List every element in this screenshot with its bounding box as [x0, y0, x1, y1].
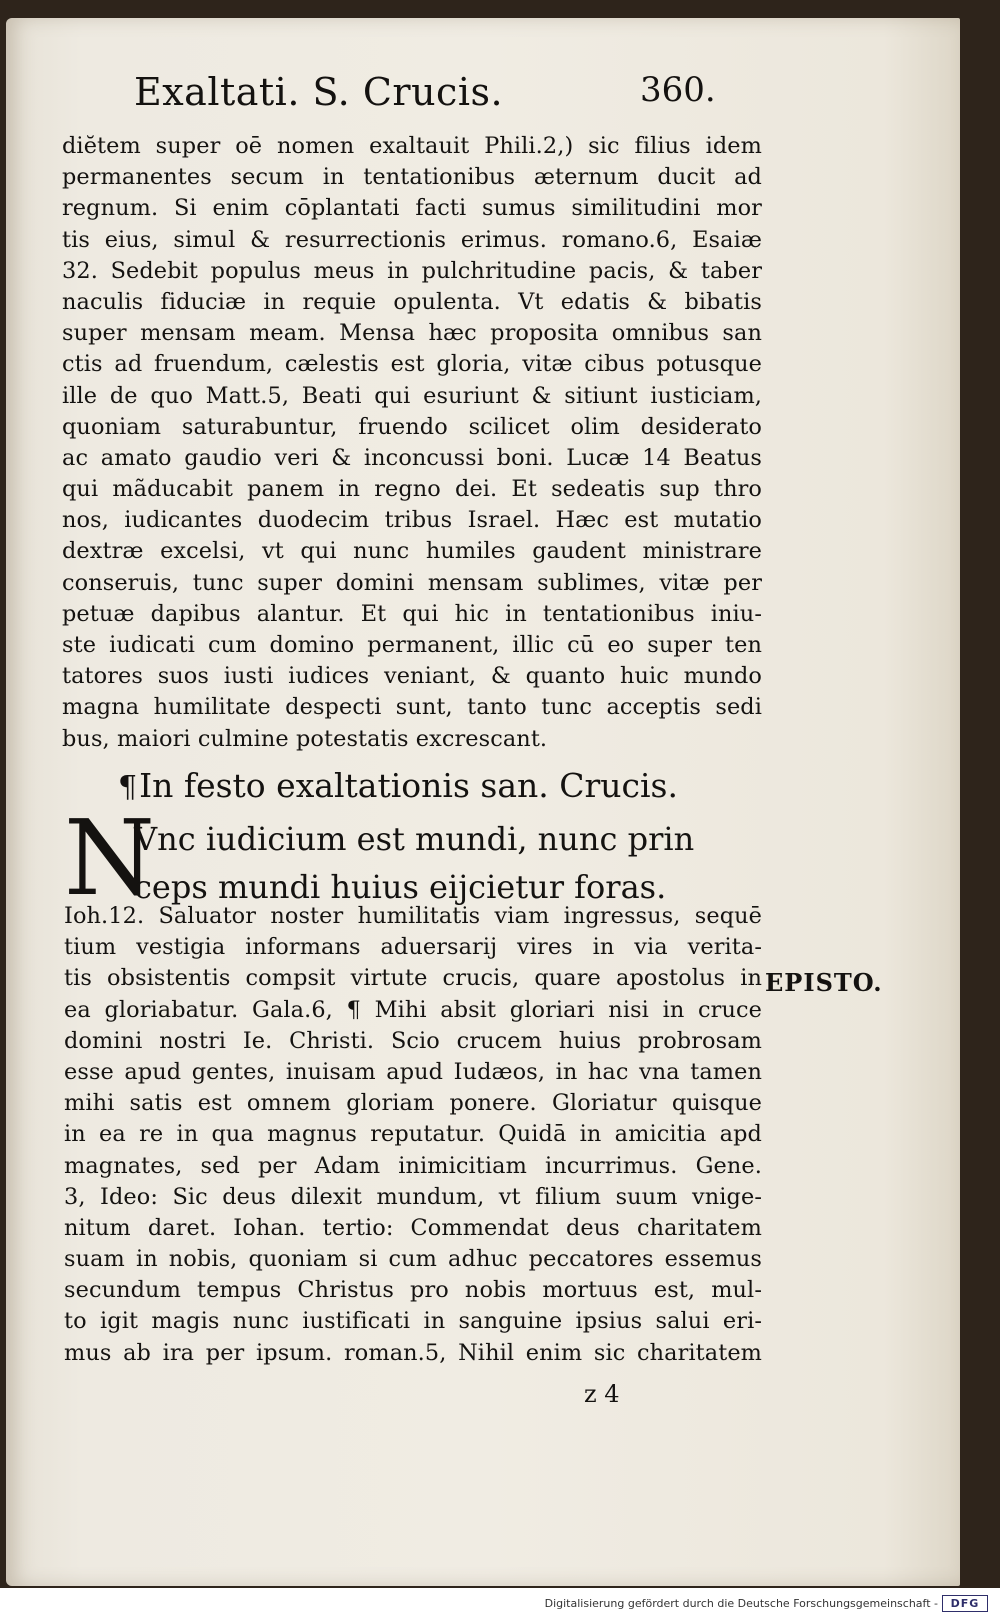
text-line: quoniam saturabuntur, fruendo scilicet olim desiderato [62, 413, 762, 440]
text-line: ille de quo Matt.5, Beati qui esuriunt & sitiunt iusticiam, [62, 382, 762, 409]
text-line: in ea re in qua magnus reputatur. Quidā in amicitia apd [64, 1121, 762, 1148]
text-line: magna humilitate despecti sunt, tanto tunc acceptis sedi [62, 694, 762, 721]
text-line: 3, Ideo: Sic deus dilexit mundum, vt filium suum vnige- [64, 1183, 762, 1210]
text-line: petuæ dapibus alantur. Et qui hic in tentationibus iniu- [62, 600, 762, 627]
text-line: ea gloriabatur. Gala.6, ¶ Mihi absit gloriari nisi in cruce [64, 996, 762, 1023]
text-line: nitum daret. Iohan. tertio: Commendat deus charitatem [64, 1214, 762, 1241]
margin-note: EPISTO. [765, 968, 883, 997]
running-head-title: Exaltati. S. Crucis. [134, 70, 504, 114]
text-line: esse apud gentes, inuisam apud Iudæos, in hac vna tamen [64, 1058, 762, 1085]
text-line: suam in nobis, quoniam si cum adhuc peccatores essemus [64, 1246, 762, 1273]
incipit-line: Vnc iudicium est mundi, nunc prin [134, 820, 695, 858]
text-line: conseruis, tunc super domini mensam sublimes, vitæ per [62, 569, 762, 596]
incipit-lines [134, 815, 762, 911]
pilcrow-mark: ¶ [118, 770, 138, 805]
text-line: secundum tempus Christus pro nobis mortuus est, mul- [64, 1277, 762, 1304]
text-block-lower [64, 901, 762, 1369]
text-line: magnates, sed per Adam inimicitiam incurrimus. Gene. [64, 1152, 762, 1179]
drop-cap-initial: N [64, 797, 155, 919]
text-line: permanentes secum in tentationibus æternum ducit ad [62, 164, 762, 191]
text-line: mus ab ira per ipsum. roman.5, Nihil enim sic charitatem [64, 1339, 762, 1366]
dfg-logo: DFG [942, 1595, 988, 1612]
text-line: ste iudicati cum domino permanent, illic cū eo super ten [62, 632, 762, 658]
text-line: to igit magis nunc iustificati in sanguine ipsius salui eri- [64, 1308, 762, 1335]
text-line: tis eius, simul & resurrectionis erimus. romano.6, Esaiæ [62, 226, 762, 253]
text-line: dextræ excelsi, vt qui nunc humiles gaudent ministrare [62, 538, 762, 565]
text-block-upper [62, 131, 762, 755]
text-line: mihi satis est omnem gloriam ponere. Gloriatur quisque [64, 1090, 762, 1117]
text-line: domini nostri Ie. Christi. Scio crucem huius probrosam [64, 1027, 762, 1054]
text-line: bus, maiori culmine potestatis excrescant. [62, 725, 548, 752]
text-line: tatores suos iusti iudices veniant, & quanto huic mundo [62, 663, 762, 690]
text-line: Ioh.12. Saluator noster humilitatis viam ingressus, sequē [64, 903, 762, 929]
text-line: qui mãducabit panem in regno dei. Et sedeatis sup thro [62, 476, 762, 503]
text-line: ac amato gaudio veri & inconcussi boni. Lucæ 14 Beatus [62, 444, 762, 471]
text-line: regnum. Si enim cōplantati facti sumus similitudini mor [62, 195, 762, 222]
text-line: tis obsistentis compsit virtute crucis, quare apostolus in [64, 965, 762, 992]
text-line: ctis ad fruendum, cælestis est gloria, vitæ cibus potusque [62, 351, 762, 378]
text-line: diĕtem super oē nomen exaltauit Phili.2,) sic filius idem [62, 133, 762, 159]
folio-number: 360. [640, 70, 716, 110]
signature-mark: z 4 [584, 1380, 620, 1408]
text-line: tium vestigia informans aduersarij vires in via verita- [64, 934, 762, 961]
footer-credit: Digitalisierung gefördert durch die Deutsche Forschungsgemeinschaft - [544, 1597, 938, 1610]
text-line: naculis fiduciæ in requie opulenta. Vt edatis & bibatis [62, 288, 762, 315]
section-heading-text: In festo exaltationis san. Crucis. [139, 766, 678, 805]
incipit-line: ceps mundi huius eijcietur foras. [134, 868, 667, 906]
text-line: super mensam meam. Mensa hæc proposita omnibus san [62, 320, 762, 347]
text-line: nos, iudicantes duodecim tribus Israel. Hæc est mutatio [62, 507, 762, 534]
text-line: 32. Sedebit populus meus in pulchritudine pacis, & taber [62, 257, 762, 284]
section-heading [118, 766, 678, 805]
